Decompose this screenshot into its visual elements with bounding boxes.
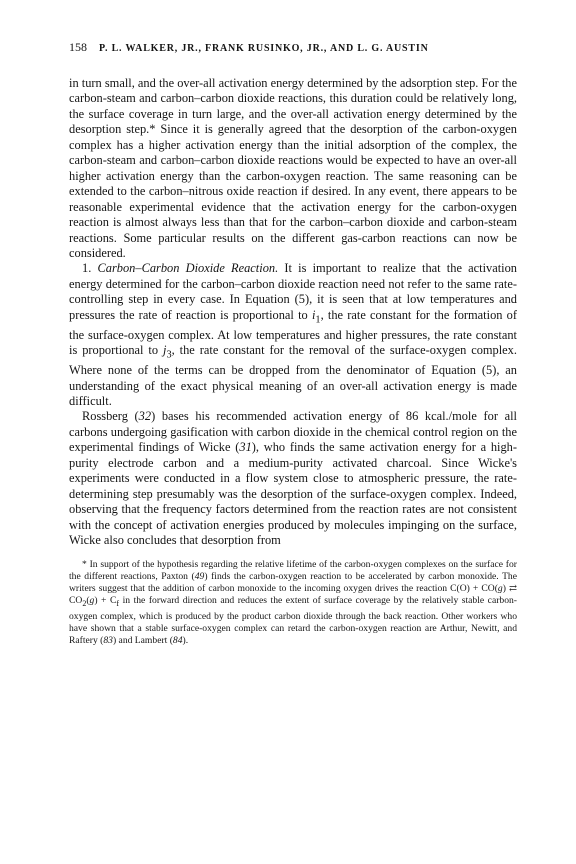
free-site-subscript: f	[116, 599, 120, 609]
running-title: P. L. WALKER, JR., FRANK RUSINKO, JR., AND L. G. AUSTIN	[99, 43, 429, 54]
paragraph-3-text-a: Rossberg (	[82, 409, 139, 424]
paragraph-1: in turn small, and the over-all activation energy determined by the adsorption step. For the carbon-steam and carbon–carbon dioxide reactions, this duration could be relatively long, the surface coverage in turn large, and the over-all activation energy determined by the desorption step.* Since it is generally agreed that the desorption of the carbon-oxygen complex has a higher activation energy than the initial adsorption of the complex, the carbon-steam and carbon–carbon dioxide reactions would be expected to have an over-all higher activation energy than the carbon-oxygen reaction. The same reasoning can be extended to the carbon–nitrous oxide reaction if desired. In any event, there appears to be reasonable experimental evidence that the activation energy for the carbon-oxygen reaction is almost always less than that for the carbon–carbon dioxide and carbon-steam reactions. Some particular results on the different gas-carbon reactions can now be considered.	[69, 76, 517, 260]
section-heading: Carbon–Carbon Dioxide Reaction.	[97, 261, 279, 276]
footnote-text-a: * In support of the hypothesis regarding the relative lifetime of the carbon-oxygen complexes on the surface for the different reactions, Paxton (	[69, 558, 517, 582]
footnote-text-e: ) + C	[94, 595, 117, 607]
paragraph-2-text-a: It is important to realize that the activation energy determined for the carbon–carbon dioxide reaction need not refer to the same rate-controlling step in every case. In Equation (5), it is seen that at low temperatures and pressures the rate of reaction is proportional to	[69, 261, 517, 322]
footnote-text-g: ) and Lambert (	[112, 635, 173, 647]
footnote-text-h: ).	[182, 635, 189, 647]
footnote-text	[69, 559, 517, 648]
footnote-text-d: (	[86, 595, 90, 607]
paragraph-3	[69, 409, 517, 548]
page-number: 158	[69, 40, 87, 54]
citation-ref: 32	[138, 409, 152, 424]
paragraph-3-text-b: ) bases his recommended activation energy of 86 kcal./mole for all carbons undergoing gasification with carbon dioxide in the chemical control region on the experimental findings of Wicke (	[69, 409, 517, 455]
rate-constant-i: i	[311, 307, 316, 322]
rate-constant-i-subscript: 1	[315, 314, 321, 326]
paragraph-3-text-c: ), who finds the same activation energy for a high-purity electrode carbon and a medium-purity activated charcoal. Since Wicke's experiments were conducted in a flow system close to atmospheric pressure, the rate-determining step presumably was the desorption of the surface-oxygen complex. Indeed, observing that the frequency factors determined from the reaction rates are not consistent with the concept of activation energies produced by molecules impinging on the surface, Wicke also concludes that desorption from	[69, 440, 517, 548]
body-text	[69, 76, 517, 549]
citation-ref: 31	[239, 440, 252, 455]
phase-label: g	[89, 595, 95, 607]
rate-constant-j-subscript: 3	[166, 349, 172, 361]
citation-ref: 84	[172, 635, 183, 647]
footnote-text-c: ) ⇄ CO	[69, 583, 517, 607]
footnote	[69, 559, 517, 648]
footnote-text-b: ) finds the carbon-oxygen reaction to be accelerated by carbon monoxide. The writers suggest that the addition of carbon monoxide to the incoming oxygen drives the reaction C(O) + CO(	[69, 570, 517, 595]
running-header	[69, 40, 517, 56]
phase-label: g	[497, 583, 503, 595]
paragraph-2	[69, 261, 517, 409]
paragraph-2-text-b: , the rate constant for the formation of the surface-oxygen complex. At low temperatures and higher pressures, the rate constant is proportional to	[69, 307, 517, 358]
paragraph-2-text-c: , the rate constant for the removal of the surface-oxygen complex. Where none of the terms can be dropped from the denominator of Equation (5), an understanding of the exact physical meaning of an over-all activation energy is made difficult.	[69, 343, 517, 408]
citation-ref: 83	[103, 635, 113, 647]
citation-ref: 49	[194, 570, 205, 582]
footnote-text-f: in the forward direction and reduces the extent of surface coverage by the relatively stable carbon-oxygen complex, which is produced by the product carbon dioxide through the back reaction. Other workers who have shown that a stable surface-oxygen complex can retard the carbon-oxygen reaction are Arthur, Newitt, and Raftery (	[69, 595, 517, 647]
section-number: 1.	[82, 261, 98, 276]
rate-constant-j: j	[163, 343, 167, 358]
journal-page	[69, 40, 517, 648]
co2-subscript: 2	[82, 599, 87, 609]
